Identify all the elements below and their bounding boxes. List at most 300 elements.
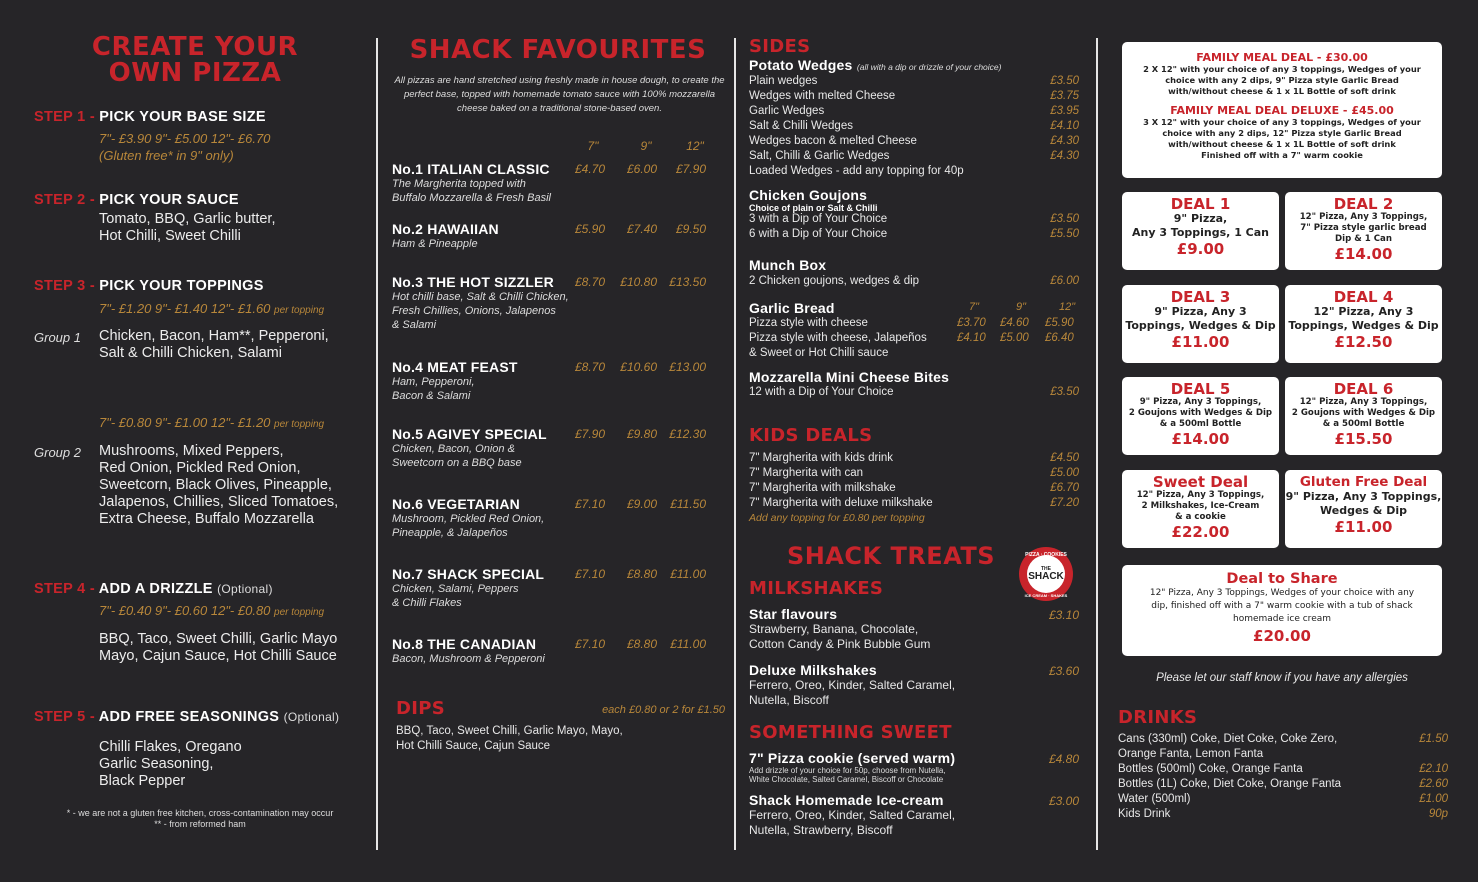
deal-title: DEAL 3 (1170, 288, 1231, 306)
text-line: 9" Pizza, (1173, 212, 1228, 225)
item-name: Salt, Chilli & Garlic Wedges (749, 150, 890, 162)
pizza-price: £7.10 (574, 567, 605, 581)
item-name: 7" Margherita with deluxe milkshake (749, 497, 933, 509)
group-1-label: Group 1 (34, 330, 81, 345)
group-1-list (99, 328, 329, 362)
step-label: STEP 1 - (34, 109, 100, 125)
column-divider (376, 38, 378, 850)
drinks-list (1118, 733, 1448, 823)
deal-price: £9.00 (1176, 240, 1225, 258)
item-name: Wedges bacon & melted Cheese (749, 135, 917, 147)
pizza-desc: Buffalo Mozzarella & Fresh Basil (392, 192, 551, 204)
size-header: 9" (640, 139, 652, 153)
pizza-desc: Ham, Pepperoni, (392, 376, 475, 388)
pizza-name: No.7 SHACK SPECIAL (392, 566, 545, 582)
pizza-item (392, 426, 727, 470)
text-line: Ferrero, Oreo, Kinder, Salted Caramel, (749, 678, 956, 692)
item-title: Potato Wedges (749, 57, 853, 73)
pizza-name: No.1 ITALIAN CLASSIC (392, 161, 550, 177)
kids-note: Add any topping for £0.80 per topping (749, 512, 925, 524)
step-title: PICK YOUR SAUCE (99, 192, 239, 208)
pizza-price: £7.10 (574, 637, 605, 651)
pizza-price: £13.50 (669, 275, 706, 289)
item-price: £4.50 (1050, 452, 1079, 464)
pizza-price: £11.00 (670, 567, 706, 581)
footnote: ** - from reformed ham (154, 819, 246, 829)
pizza-desc: & Salami (392, 319, 437, 331)
kids-deals (749, 452, 1079, 524)
item-name: Plain wedges (749, 75, 818, 87)
deal-title: FAMILY MEAL DEAL DELUXE - £45.00 (1170, 104, 1394, 117)
pizza-price: £4.70 (574, 162, 605, 176)
item-price: £4.30 (1050, 135, 1079, 147)
deal-title: DEAL 2 (1333, 195, 1394, 213)
text-line: BBQ, Taco, Sweet Chilli, Garlic Mayo (99, 631, 338, 647)
pizza-cookie (749, 750, 1079, 784)
item-price: £2.10 (1419, 763, 1448, 775)
item-price: £6.00 (1050, 275, 1079, 287)
column-divider (734, 38, 736, 850)
item-price: £3.75 (1050, 90, 1079, 102)
pizza-price: £13.00 (669, 360, 706, 374)
section-title: SHACK FAVOURITES (409, 35, 707, 65)
item-name: Bottles (500ml) Coke, Orange Fanta (1118, 763, 1303, 775)
deal-card (1285, 377, 1442, 455)
pizza-item (392, 636, 727, 666)
item-price: £3.50 (1050, 386, 1079, 398)
optional-tag: (Optional) (283, 710, 340, 724)
deal-desc (1122, 64, 1442, 97)
deal-desc (1122, 117, 1442, 161)
text-line: Sweetcorn, Black Olives, Pineapple, (99, 477, 332, 493)
item-price: £3.70 (957, 317, 986, 329)
item-price: £3.00 (1048, 794, 1079, 808)
pizza-item (392, 359, 727, 403)
dips-price: each £0.80 or 2 for £1.50 (602, 704, 725, 716)
step-title: PICK YOUR BASE SIZE (99, 109, 266, 125)
kids-deals-title: KIDS DEALS (749, 425, 873, 446)
deal-price: £12.50 (1334, 333, 1393, 351)
step-title: ADD A DRIZZLE (98, 581, 213, 597)
menu-row (749, 467, 1079, 482)
per-topping: per topping (274, 419, 325, 430)
item-price: £3.50 (1050, 75, 1079, 87)
item-price: £3.60 (1048, 664, 1079, 678)
pizza-price: £9.80 (626, 427, 657, 441)
item-name: 2 Chicken goujons, wedges & dip (749, 275, 920, 287)
text-line: Extra Cheese, Buffalo Mozzarella (99, 511, 314, 527)
deal-card (1285, 470, 1442, 548)
footnote: * - we are not a gluten free kitchen, cross-contamination may occur (66, 808, 334, 818)
menu-row (749, 165, 1079, 180)
item-price: £5.50 (1050, 228, 1079, 240)
item-price: £4.10 (1050, 120, 1079, 132)
text-line: White Chocolate, Salted Caramel, Biscoff or Chocolate (749, 775, 944, 784)
menu-row (1118, 793, 1448, 808)
deal-title: DEAL 5 (1170, 380, 1231, 398)
menu-row (749, 213, 1079, 228)
step-label: STEP 4 - (34, 581, 99, 597)
deal-card (1122, 377, 1279, 455)
item-price: £3.95 (1050, 105, 1079, 117)
item-price: £5.00 (1000, 332, 1029, 344)
size-header: 9" (1016, 301, 1027, 313)
deal-price: £15.50 (1334, 430, 1393, 448)
deal-card (1122, 470, 1279, 548)
text-line: with/without cheese & 1 x 1L Bottle of soft drink (1168, 139, 1396, 149)
text-line: 9" Pizza, Any 3 (1154, 305, 1247, 318)
deal-price: £14.00 (1334, 245, 1393, 263)
pizza-price: £11.50 (670, 497, 706, 511)
deal-desc (1122, 490, 1279, 523)
deal-desc (1122, 305, 1279, 333)
item-title: 7" Pizza cookie (served warm) (749, 750, 956, 766)
step-4 (34, 581, 273, 597)
pizza-price: £5.90 (574, 222, 605, 236)
pizza-desc: Hot chilli base, Salt & Chilli Chicken, (392, 291, 569, 303)
chicken-goujons (749, 187, 1079, 243)
step-2 (34, 192, 239, 208)
deal-desc (1285, 212, 1442, 245)
logo-text: THE (1041, 566, 1051, 572)
step-label: STEP 2 - (34, 192, 100, 208)
item-name: Cans (330ml) Coke, Diet Coke, Coke Zero, (1118, 733, 1338, 745)
item-price: £4.10 (957, 332, 986, 344)
menu-row (1118, 763, 1448, 778)
size-header: 12" (1059, 301, 1076, 313)
deal-to-share-card (1122, 565, 1442, 656)
text-line: 12" Pizza, Any 3 Toppings, (1136, 490, 1265, 500)
dips-list (396, 724, 623, 754)
pizza-price: £12.30 (669, 427, 706, 441)
text-line: Dip & 1 Can (1335, 234, 1392, 244)
sauce-list (99, 211, 276, 245)
homemade-ice-cream (749, 792, 1079, 838)
group-2-label: Group 2 (34, 445, 81, 460)
munch-box (749, 257, 1079, 290)
text-line: Salt & Chilli Chicken, Salami (99, 345, 282, 361)
item-title: Star flavours (749, 606, 838, 622)
deal-price: £22.00 (1171, 523, 1230, 541)
pizza-desc: Chicken, Salami, Peppers (392, 583, 519, 595)
pizza-price: £6.00 (626, 162, 657, 176)
step-5 (34, 709, 339, 725)
item-title: Chicken Goujons (749, 187, 868, 203)
text-line: choice with any 2 dips, 9" Pizza style Garlic Bread (1165, 75, 1399, 85)
item-price: £6.70 (1050, 482, 1079, 494)
item-name: Orange Fanta, Lemon Fanta (1118, 748, 1264, 760)
text-line: 9" Pizza, Any 3 Toppings, (1285, 490, 1442, 503)
text-line: Nutella, Strawberry, Biscoff (749, 823, 893, 837)
item-name: 12 with a Dip of Your Choice (749, 386, 894, 398)
item-price: £4.80 (1048, 752, 1079, 766)
deal-desc (1285, 490, 1442, 518)
drizzle-prices (99, 603, 324, 618)
text-line: Black Pepper (99, 773, 186, 789)
text-line: 3 X 12" with your choice of any 3 toppings, Wedges of your (1143, 117, 1421, 127)
menu-row (1118, 733, 1448, 748)
text-line: Chicken, Bacon, Ham**, Pepperoni, (99, 328, 329, 344)
item-name: 7" Margherita with kids drink (749, 452, 894, 464)
pizza-item (392, 566, 727, 610)
text-line: Finished off with a 7" warm cookie (1201, 150, 1363, 160)
menu-row (1118, 808, 1448, 823)
title-line: CREATE YOUR (91, 32, 299, 62)
size-header: 7" (969, 301, 980, 313)
item-name: Bottles (1L) Coke, Diet Coke, Orange Fanta (1118, 778, 1342, 790)
size-header: 12" (686, 139, 704, 153)
pizza-item (392, 161, 727, 205)
text-line: 12" Pizza, Any 3 (1313, 305, 1414, 318)
text-line: Strawberry, Banana, Chocolate, (749, 622, 919, 636)
menu-row (749, 482, 1079, 497)
item-name: 3 with a Dip of Your Choice (749, 213, 888, 225)
pizza-desc: Chicken, Bacon, Onion & (392, 443, 515, 455)
drizzle-list (99, 631, 337, 665)
pizza-desc: Pineapple, & Jalapeños (392, 527, 508, 539)
text-line: & a 500ml Bottle (1159, 419, 1242, 429)
menu-row (1118, 778, 1448, 793)
deal-title: DEAL 4 (1333, 288, 1394, 306)
text-line: dip, finished off with a 7" warm cookie with a tub of shack (1151, 601, 1413, 611)
size-header: 7" (587, 139, 599, 153)
pizza-item (392, 274, 727, 332)
pizza-price: £10.60 (620, 360, 657, 374)
text-line: 2 Goujons with Wedges & Dip (1291, 408, 1436, 418)
menu-row (749, 452, 1079, 467)
logo-text: ICE CREAM · SHAKES (1024, 593, 1068, 598)
item-title: Shack Homemade Ice-cream (749, 792, 944, 808)
text-line: 2 Goujons with Wedges & Dip (1128, 408, 1273, 418)
menu-row (749, 150, 1079, 165)
logo-text: SHACK (1028, 571, 1064, 582)
step-title: PICK YOUR TOPPINGS (99, 278, 264, 294)
text-line: Toppings, Wedges & Dip (1288, 319, 1439, 332)
deluxe-milkshakes (749, 662, 1079, 708)
pizza-item (392, 221, 727, 251)
deal-price: £20.00 (1253, 627, 1311, 645)
text-line: choice with any 2 dips, 12" Pizza style Garlic Bread (1162, 128, 1402, 138)
pizza-desc: The Margherita topped with (392, 178, 526, 190)
item-title: Mozzarella Mini Cheese Bites (749, 369, 950, 385)
text-line: 12" Pizza, Any 3 Toppings, (1299, 397, 1428, 407)
item-name: Pizza style with cheese, Jalapeños (749, 332, 927, 344)
garlic-bread (749, 300, 1079, 362)
item-price: £4.30 (1050, 150, 1079, 162)
deal-card (1285, 192, 1442, 270)
text-line: Ferrero, Oreo, Kinder, Salted Caramel, (749, 808, 956, 822)
item-price: £4.60 (1000, 317, 1029, 329)
pizza-price: £10.80 (620, 275, 657, 289)
menu-row (749, 135, 1079, 150)
group-2-list (99, 443, 338, 528)
item-price: £2.60 (1419, 778, 1448, 790)
column-divider (1096, 38, 1098, 850)
mozzarella-bites (749, 369, 1079, 401)
menu-row (749, 228, 1079, 243)
step-label: STEP 3 - (34, 278, 100, 294)
text-line: & a cookie (1175, 512, 1226, 522)
item-title: Garlic Bread (749, 300, 835, 316)
item-price: £6.40 (1045, 332, 1074, 344)
pizza-price: £8.80 (626, 567, 657, 581)
item-name: Pizza style with cheese (749, 317, 868, 329)
deal-title: Sweet Deal (1152, 473, 1249, 491)
item-name: 6 with a Dip of Your Choice (749, 228, 888, 240)
gluten-note: (Gluten free* in 9" only) (99, 148, 234, 163)
item-name: Garlic Wedges (749, 105, 825, 117)
text-line: 12" Pizza, Any 3 Toppings, Wedges of your choice with any (1149, 588, 1415, 598)
deal-title: Deal to Share (1226, 571, 1338, 587)
text-line: & a 500ml Bottle (1322, 419, 1405, 429)
item-name: Kids Drink (1118, 808, 1171, 820)
base-prices: 7"- £3.90 9"- £5.00 12"- £6.70 (99, 131, 271, 146)
prices: 7"- £0.40 9"- £0.60 12"- £0.80 (99, 603, 271, 618)
deal-desc (1122, 587, 1442, 626)
pizza-name: No.6 VEGETARIAN (392, 496, 520, 512)
text-line: Cotton Candy & Pink Bubble Gum (749, 637, 931, 651)
topping-prices-2 (99, 415, 324, 430)
item-price: £1.50 (1419, 733, 1448, 745)
kids-list (749, 452, 1079, 512)
prices: 7"- £0.80 9"- £1.00 12"- £1.20 (99, 415, 271, 430)
item-price: £3.50 (1050, 213, 1079, 225)
item-name: & Sweet or Hot Chilli sauce (749, 347, 889, 359)
goujons-list (749, 213, 1079, 243)
menu-row (749, 497, 1079, 512)
deal-title: Gluten Free Deal (1299, 474, 1428, 490)
deal-desc (1122, 397, 1279, 430)
pizza-price: £8.70 (574, 275, 605, 289)
per-topping: per topping (274, 607, 325, 618)
pizza-desc: & Chilli Flakes (392, 597, 462, 609)
shack-treats-title: SHACK TREATS (786, 542, 996, 570)
text-line: Mayo, Cajun Sauce, Hot Chilli Sauce (99, 648, 337, 664)
pizza-desc: Ham & Pineapple (392, 238, 478, 250)
potato-wedges (749, 57, 1079, 180)
pizza-desc: Mushroom, Pickled Red Onion, (392, 513, 545, 525)
deal-price: £11.00 (1334, 518, 1393, 536)
step-title: ADD FREE SEASONINGS (98, 709, 280, 725)
pizza-price: £8.80 (626, 637, 657, 651)
deal-title: FAMILY MEAL DEAL - £30.00 (1196, 51, 1368, 64)
text-line: Any 3 Toppings, 1 Can (1131, 226, 1270, 239)
item-desc (749, 678, 1079, 708)
item-name: Salt & Chilli Wedges (749, 120, 853, 132)
text-line: Nutella, Biscoff (749, 693, 829, 707)
text-line: Hot Chilli, Sweet Chilli (99, 228, 241, 244)
deal-desc (1122, 212, 1279, 240)
family-meal-deals-card (1122, 42, 1442, 178)
text-line: Red Onion, Pickled Red Onion, (99, 460, 301, 476)
pizza-item (392, 496, 727, 540)
optional-tag: (Optional) (217, 582, 273, 596)
topping-prices-1 (99, 301, 324, 316)
item-price: £5.90 (1045, 317, 1074, 329)
step-label: STEP 5 - (34, 709, 99, 725)
allergy-note: Please let our staff know if you have any allergies (1156, 672, 1408, 684)
text-line: 7" Pizza style garlic bread (1300, 223, 1427, 233)
title-line: OWN PIZZA (108, 58, 282, 88)
text-line: Chilli Flakes, Oregano (99, 739, 242, 755)
text-line: Wedges & Dip (1320, 504, 1407, 517)
logo-text: PIZZA · COOKIES (1025, 552, 1067, 558)
item-name: Wedges with melted Cheese (749, 90, 896, 102)
something-sweet-title: SOMETHING SWEET (749, 722, 952, 743)
text-line: with/without cheese & 1 x 1L Bottle of soft drink (1168, 86, 1396, 96)
pizza-price: £11.00 (670, 637, 706, 651)
item-price: £7.20 (1050, 497, 1079, 509)
item-price: 90p (1428, 808, 1448, 820)
section-title (40, 34, 350, 86)
prices: 7"- £1.20 9"- £1.40 12"- £1.60 (99, 301, 271, 316)
pizza-desc: Bacon & Salami (392, 390, 471, 402)
pizza-name: No.5 AGIVEY SPECIAL (392, 426, 547, 442)
deal-card (1122, 285, 1279, 363)
deal-card (1285, 285, 1442, 363)
pizza-intro: All pizzas are hand stretched using freshly made in house dough, to create the perfect base, topped with homemade tomato sauce with 100% mozzarella cheese baked on a traditional stone-based oven. (394, 75, 725, 114)
item-price: £5.00 (1050, 467, 1079, 479)
text-line: Toppings, Wedges & Dip (1125, 319, 1276, 332)
text-line: Garlic Seasoning, (99, 756, 214, 772)
pizza-desc: Sweetcorn on a BBQ base (392, 457, 522, 469)
text-line: Add drizzle of your choice for 50p, choose from Nutella, (749, 766, 946, 775)
text-line: 9" Pizza, Any 3 Toppings, (1139, 397, 1262, 407)
deal-price: £14.00 (1171, 430, 1230, 448)
text-line: 2 Milkshakes, Ice-Cream (1141, 501, 1260, 511)
deal-card (1122, 192, 1279, 270)
text-line: Mushrooms, Mixed Peppers, (99, 443, 284, 459)
menu-row (749, 75, 1079, 90)
dips-title: DIPS (396, 698, 445, 719)
pizza-desc: Fresh Chillies, Onions, Jalapenos (392, 305, 556, 317)
seasoning-list (99, 739, 242, 790)
deal-desc (1285, 305, 1442, 333)
pizza-name: No.2 HAWAIIAN (392, 221, 499, 237)
text-line: 2 X 12" with your choice of any 3 toppings, Wedges of your (1143, 64, 1421, 74)
shack-logo (1018, 546, 1074, 602)
footnotes (30, 808, 370, 830)
item-desc (749, 622, 1079, 652)
text-line: BBQ, Taco, Sweet Chilli, Garlic Mayo, Mayo, (396, 725, 623, 737)
step-1 (34, 109, 266, 125)
item-name: 7" Margherita with can (749, 467, 864, 479)
pizza-price: £9.00 (626, 497, 657, 511)
text-line: 12" Pizza, Any 3 Toppings, (1299, 212, 1428, 222)
pizza-price: £7.10 (574, 497, 605, 511)
pizza-name: No.4 MEAT FEAST (392, 359, 518, 375)
deal-title: DEAL 6 (1333, 380, 1394, 398)
step-3 (34, 278, 264, 294)
drinks-title: DRINKS (1118, 707, 1198, 728)
deal-desc (1285, 397, 1442, 430)
shack-logo-icon (1018, 546, 1074, 602)
text-line: homemade ice cream (1232, 614, 1332, 624)
item-price: £3.10 (1048, 608, 1079, 622)
deal-title: DEAL 1 (1170, 195, 1231, 213)
menu-row (749, 105, 1079, 120)
item-name: Water (500ml) (1118, 793, 1191, 805)
menu-row (749, 120, 1079, 135)
item-desc (749, 808, 1079, 838)
pizza-name: No.3 THE HOT SIZZLER (392, 274, 554, 290)
wedges-list (749, 75, 1079, 180)
deal-price: £11.00 (1171, 333, 1230, 351)
pizza-price: £7.90 (675, 162, 706, 176)
pizza-name: No.8 THE CANADIAN (392, 636, 537, 652)
item-subtitle: Choice of plain or Salt & Chilli (749, 203, 878, 213)
menu-row (749, 90, 1079, 105)
